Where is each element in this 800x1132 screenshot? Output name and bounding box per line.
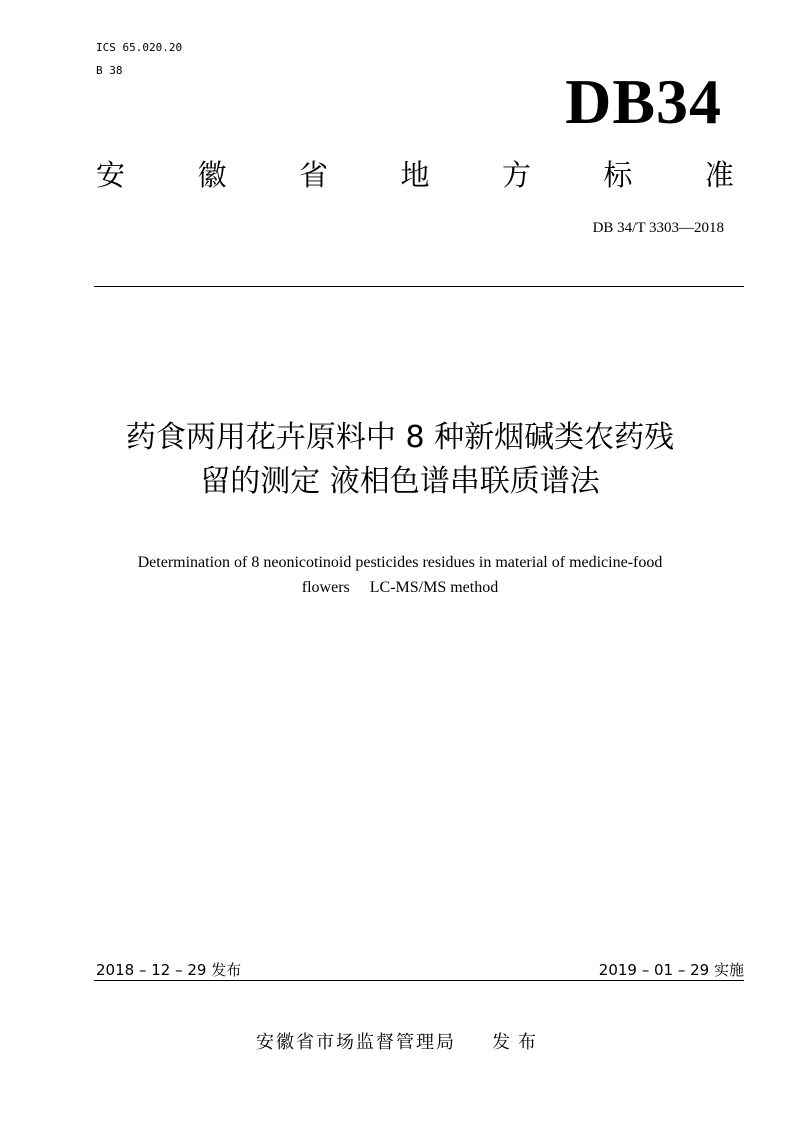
standard-type-char: 省 [298,158,328,192]
implementation-date: 2019 – 01 – 29 实施 [598,961,744,979]
ics-code: ICS 65.020.20 [96,41,183,54]
header-divider [94,286,744,287]
standard-type-char: 准 [704,158,734,192]
standard-type-char: 徽 [197,158,227,192]
standard-number: DB 34/T 3303—2018 [592,220,724,236]
ccs-code: B 38 [96,64,123,77]
issuing-authority: 安徽省市场监督管理局 [256,1032,456,1053]
footer-divider [94,980,744,981]
chinese-title-line-2: 留的测定 液相色谱串联质谱法 [200,464,600,499]
chinese-title [0,416,800,504]
standard-type-heading [96,155,734,195]
standard-code-logo: DB34 [565,66,722,137]
issuer-line [0,1030,800,1056]
english-title-line-2: flowers LC-MS/MS method [301,579,499,596]
standard-type-char: 标 [603,158,633,192]
english-title-line-1: Determination of 8 neonicotinoid pesticides residues in material of medicine-food [137,554,663,571]
issue-action: 发布 [492,1032,544,1053]
standard-type-char: 方 [501,158,531,192]
issue-date: 2018 – 12 – 29 发布 [96,961,242,979]
chinese-title-line-1: 药食两用花卉原料中 8 种新烟碱类农药残 [125,420,675,455]
standard-type-char: 地 [400,158,430,192]
standard-type-char: 安 [96,158,126,192]
english-title [0,550,800,600]
